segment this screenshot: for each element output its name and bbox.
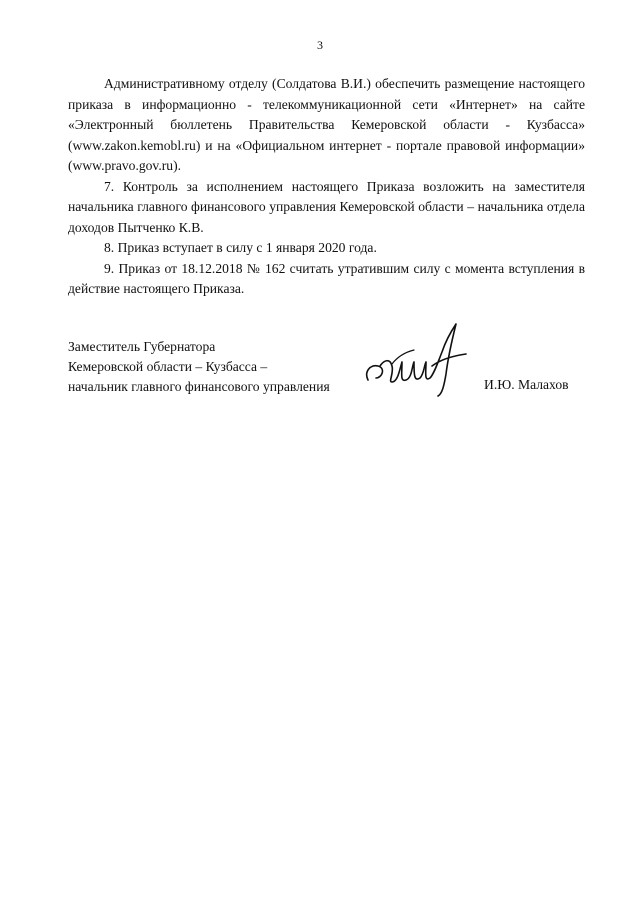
signatory-title-line: Заместитель Губернатора	[68, 339, 216, 354]
handwritten-signature	[362, 316, 472, 400]
signatory-position	[68, 337, 330, 397]
paragraph-item-8: 8. Приказ вступает в силу с 1 января 2020 года.	[104, 240, 377, 255]
page-number: 3	[317, 38, 323, 52]
document-body	[68, 74, 585, 300]
paragraph-item-9: 9. Приказ от 18.12.2018 № 162 считать утратившим силу с момента вступления в действие настоящего Приказа.	[68, 260, 585, 296]
signer-name: И.Ю. Малахов	[484, 377, 569, 392]
signatory-title-line: начальник главного финансового управления	[68, 379, 330, 394]
paragraph-item-7: 7. Контроль за исполнением настоящего Приказа возложить на заместителя начальника главного финансового управления Кемеровской области – начальника отдела доходов Пытченко К.В.	[68, 178, 585, 235]
signatory-title-line: Кемеровской области – Кузбасса –	[68, 359, 268, 374]
paragraph-publication: Административному отделу (Солдатова В.И.) обеспечить размещение настоящего приказа в информационно - телекоммуникационной сети «Интернет» на сайте «Электронный бюллетень Правительства Кемеровской области - Кузбасса» (www.zakon.kemobl.ru) и на «Официальном интернет - портале правовой информации» (www.pravo.gov.ru).	[68, 76, 585, 173]
